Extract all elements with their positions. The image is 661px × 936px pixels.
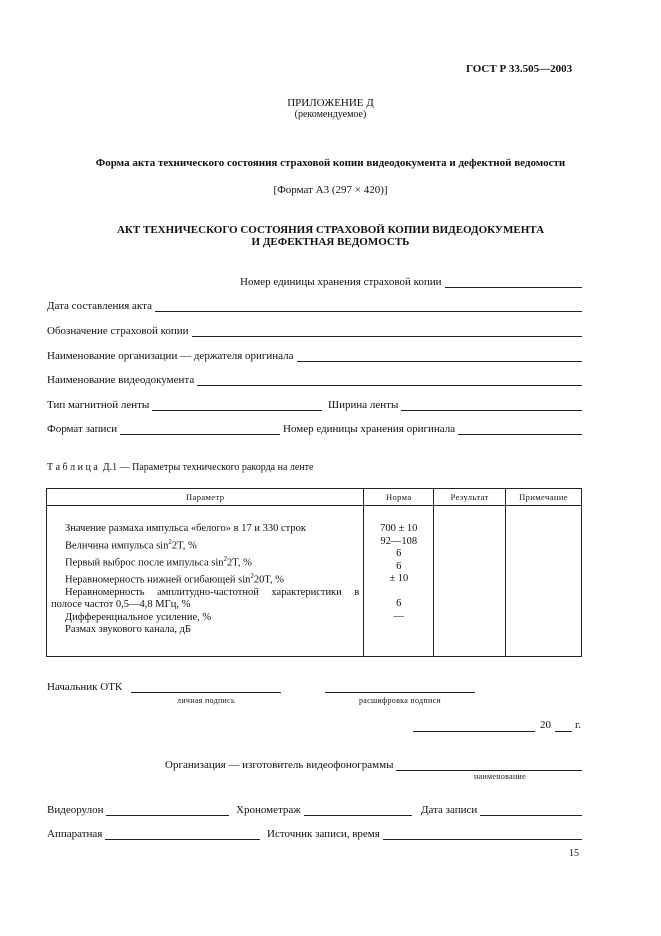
page-number: 15 bbox=[569, 848, 579, 859]
appendix-subtitle: (рекомендуемое) bbox=[294, 109, 367, 120]
source-time-field[interactable] bbox=[267, 828, 582, 840]
video-name-field[interactable] bbox=[47, 374, 582, 386]
holder-org-label: Наименование организации — держателя оригинала bbox=[47, 350, 294, 362]
param-row-5: Неравномерность амплитудно-частотной характеристики в bbox=[65, 586, 360, 598]
table-caption-prefix: Т а б л и ц а bbox=[47, 462, 98, 473]
param-row-4: Неравномерность нижней огибающей $\sin^220T$, % bbox=[65, 571, 285, 585]
personal-signature-caption: личная подпись bbox=[177, 696, 235, 705]
standard-number: ГОСТ Р 33.505—2003 bbox=[466, 63, 573, 75]
tape-width-field[interactable] bbox=[328, 399, 582, 411]
storage-unit-copy-label: Номер единицы хранения страховой копии bbox=[240, 276, 442, 288]
table-body-row bbox=[47, 506, 582, 657]
manufacturer-label: Организация — изготовитель видеофонограммы bbox=[165, 759, 394, 771]
norm-row-1: 700 ± 10 bbox=[380, 523, 418, 534]
parameters-table bbox=[46, 488, 582, 657]
norm-row-3: 6 bbox=[396, 548, 402, 559]
year-line[interactable] bbox=[555, 731, 572, 732]
record-format-field[interactable] bbox=[47, 423, 280, 435]
storage-unit-original-label: Номер единицы хранения оригинала bbox=[283, 423, 456, 435]
param-row-2: Величина импульса $\sin^22T$, % bbox=[65, 537, 197, 551]
parameter-column bbox=[47, 506, 364, 657]
header-norm: Норма bbox=[364, 489, 434, 506]
table-header-row bbox=[47, 489, 582, 506]
note-column[interactable] bbox=[506, 506, 582, 657]
tape-width-label: Ширина ленты bbox=[328, 399, 399, 411]
video-roll-label: Видеорулон bbox=[47, 804, 104, 816]
param-row-7: Размах звукового канала, дБ bbox=[65, 624, 191, 635]
norm-row-7: — bbox=[393, 610, 404, 622]
norm-row-4: 6 bbox=[396, 560, 402, 572]
act-title-line1: АКТ ТЕХНИЧЕСКОГО СОСТОЯНИЯ СТРАХОВОЙ КОПИИ ВИДЕОДОКУМЕНТА bbox=[116, 224, 545, 236]
act-date-field[interactable] bbox=[47, 300, 582, 312]
table-caption bbox=[47, 462, 313, 473]
signature-decoding-line[interactable] bbox=[325, 692, 475, 693]
head-otk-label: Начальник ОТК bbox=[47, 681, 123, 693]
tape-type-field[interactable] bbox=[47, 399, 322, 411]
header-note: Примечание bbox=[506, 489, 582, 506]
tape-type-label: Тип магнитной ленты bbox=[47, 399, 150, 411]
norm-row-6: 6 bbox=[396, 598, 402, 609]
norm-column bbox=[364, 506, 434, 657]
param-row-6: Дифференциальное усиление, % bbox=[65, 611, 212, 623]
signature-decoding-caption: расшифровка подписи bbox=[358, 696, 442, 705]
norm-row-2: 92—108 bbox=[380, 535, 418, 547]
source-time-label: Источник записи, время bbox=[267, 828, 380, 840]
timing-label: Хронометраж bbox=[236, 804, 301, 816]
manufacturer-caption: наименование bbox=[474, 772, 526, 781]
format-note: [Формат А3 (297 × 420)] bbox=[273, 184, 388, 196]
form-title: Форма акта технического состояния страховой копии видеодокумента и дефектной ведомости bbox=[95, 157, 566, 169]
param-row-5-cont: полосе частот 0,5—4,8 МГц, % bbox=[51, 599, 191, 610]
param-row-3: Первый выброс после импульса $\sin^22T$, % bbox=[65, 554, 252, 568]
record-format-label: Формат записи bbox=[47, 423, 118, 435]
header-parameter: Параметр bbox=[47, 489, 364, 506]
appendix-title: ПРИЛОЖЕНИЕ Д bbox=[287, 97, 374, 109]
date-line[interactable] bbox=[413, 731, 535, 732]
norm-row-5: ± 10 bbox=[389, 573, 409, 584]
param-row-1: Значение размаха импульса «белого» в 17 и 330 строк bbox=[65, 523, 306, 534]
video-name-label: Наименование видеодокумента bbox=[47, 374, 195, 386]
video-roll-field[interactable] bbox=[47, 804, 229, 816]
timing-field[interactable] bbox=[236, 804, 412, 816]
act-date-label: Дата составления акта bbox=[47, 300, 152, 312]
holder-org-field[interactable] bbox=[47, 350, 582, 362]
year-prefix: 20 bbox=[540, 719, 551, 731]
manufacturer-field[interactable] bbox=[165, 759, 582, 771]
copy-designation-label: Обозначение страховой копии bbox=[47, 325, 189, 337]
result-column[interactable] bbox=[434, 506, 506, 657]
personal-signature-line[interactable] bbox=[131, 692, 281, 693]
copy-designation-field[interactable] bbox=[47, 325, 582, 337]
act-title-line2: И ДЕФЕКТНАЯ ВЕДОМОСТЬ bbox=[251, 236, 410, 248]
storage-unit-original-field[interactable] bbox=[283, 423, 582, 435]
norm-row-5-spacer bbox=[368, 586, 429, 599]
record-date-label: Дата записи bbox=[421, 804, 478, 816]
studio-label: Аппаратная bbox=[47, 828, 103, 840]
record-date-field[interactable] bbox=[421, 804, 582, 816]
header-result: Результат bbox=[434, 489, 506, 506]
studio-field[interactable] bbox=[47, 828, 260, 840]
storage-unit-copy-field[interactable] bbox=[240, 276, 582, 288]
year-letter: г. bbox=[575, 719, 582, 731]
table-caption-text: Д.1 — Параметры технического ракорда на ленте bbox=[102, 462, 314, 473]
